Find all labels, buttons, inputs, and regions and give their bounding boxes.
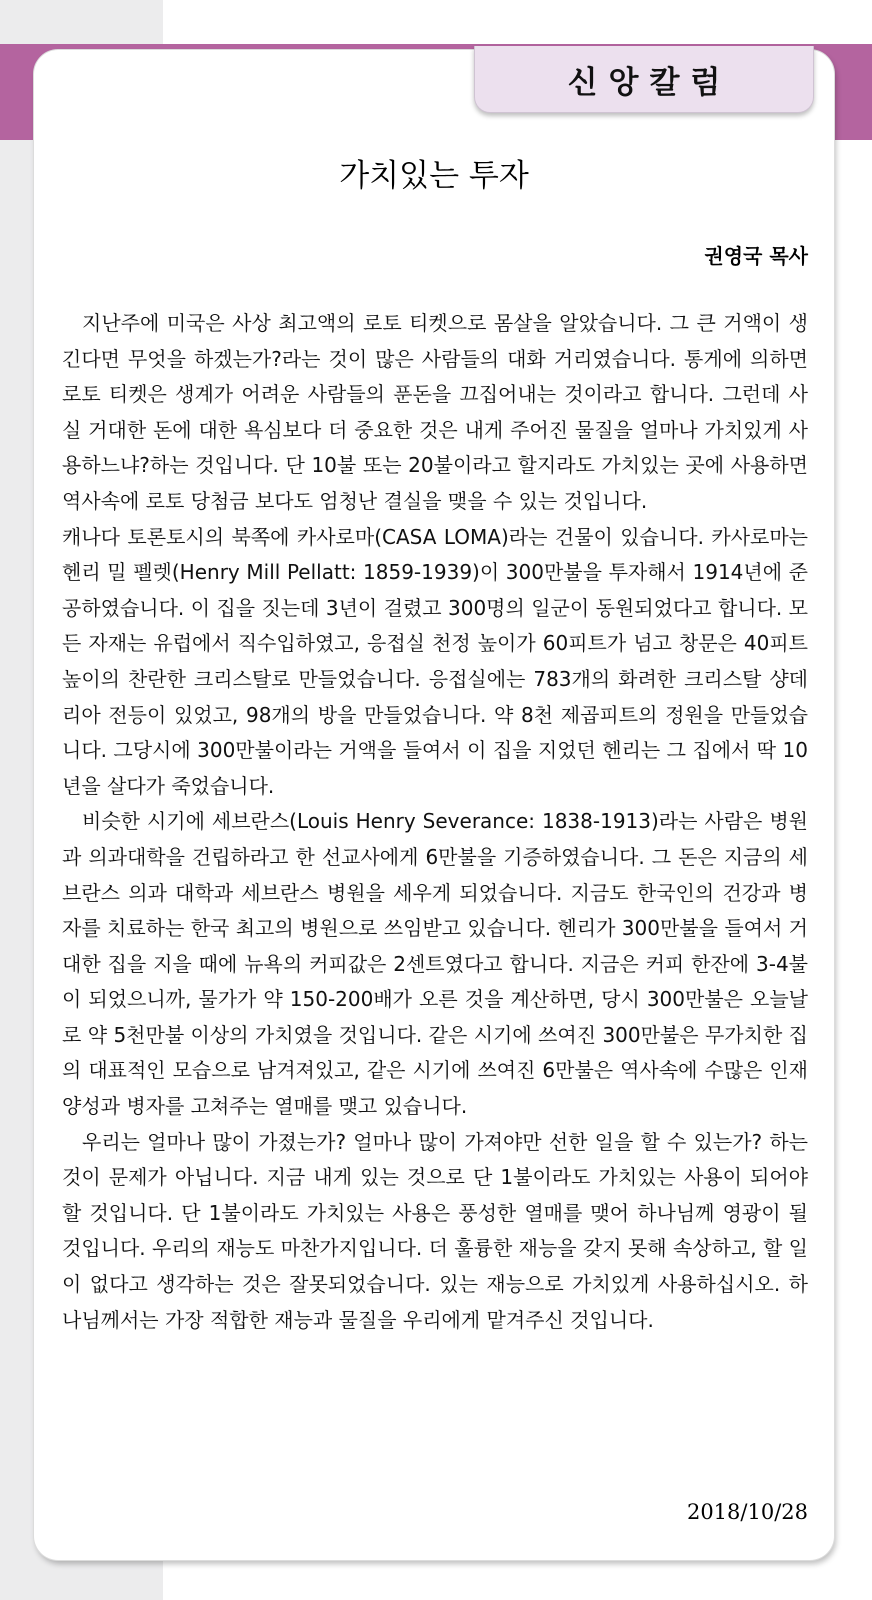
paragraph-3: 비슷한 시기에 세브란스(Louis Henry Severance: 1838-1913)라는 사람은 병원과 의과대학을 건립하라고 한 선교사에게 6만불을 기증하였습니다. 그 돈은 지금의 세브란스 의과 대학과 세브란스 병원을 세우게 되었습니다. 지금도 한국인의 건강과 병자를 치료하는 한국 최고의 병원으로 쓰임받고 있습니다. 헨리가 300만불을 들여서 거대한 집을 지을 때에 뉴욕의 커피값은 2센트였다고 합니다. 지금은 커피 한잔에 3-4불이 되었으니까, 물가가 약 150-200배가 오른 것을 계산하면, 당시 300만불은 오늘날로 약 5천만불 이상의 가치였을 것입니다. 같은 시기에 쓰여진 300만불은 무가치한 집의 대표적인 모습으로 남겨져있고, 같은 시기에 쓰여진 6만불은 역사속에 수많은 인재 양성과 병자를 고쳐주는 열매를 맺고 있습니다.	[62, 809, 808, 1119]
article-body	[62, 306, 808, 1338]
paragraph-1: 지난주에 미국은 사상 최고액의 로토 티켓으로 몸살을 알았습니다. 그 큰 거액이 생긴다면 무엇을 하겠는가?라는 것이 많은 사람들의 대화 거리였습니다. 통게에 의하면 로토 티켓은 생계가 어려운 사람들의 푼돈을 끄집어내는 것이라고 합니다. 그런데 사실 거대한 돈에 대한 욕심보다 더 중요한 것은 내게 주어진 물질을 얼마나 가치있게 사용하느냐?하는 것입니다. 단 10불 또는 20불이라고 할지라도 가치있는 곳에 사용하면 역사속에 로토 당첨금 보다도 엄청난 결실을 맺을 수 있는 것입니다.	[62, 311, 808, 513]
section-label: 신앙칼럼	[567, 64, 732, 101]
article-title: 가치있는 투자	[339, 158, 529, 194]
section-tab	[474, 46, 814, 113]
article-author: 권영국 목사	[704, 244, 808, 268]
paragraph-2: 캐나다 토론토시의 북쪽에 카사로마(CASA LOMA)라는 건물이 있습니다. 카사로마는 헨리 밀 펠렛(Henry Mill Pellatt: 1859-1939)이 300만불을 투자해서 1914년에 준공하였습니다. 이 집을 짓는데 3년이 걸렸고 300명의 일군이 동원되었다고 합니다. 모든 자재는 유럽에서 직수입하였고, 응접실 천정 높이가 60피트가 넘고 창문은 40피트 높이의 찬란한 크리스탈로 만들었습니다. 응접실에는 783개의 화려한 크리스탈 샹데리아 전등이 있었고, 98개의 방을 만들었습니다. 약 8천 제곱피트의 정원을 만들었습니다. 그당시에 300만불이라는 거액을 들여서 이 집을 지었던 헨리는 그 집에서 딱 10년을 살다가 죽었습니다.	[62, 524, 808, 798]
paragraph-4: 우리는 얼마나 많이 가졌는가? 얼마나 많이 가져야만 선한 일을 할 수 있는가? 하는 것이 문제가 아닙니다. 지금 내게 있는 것으로 단 1불이라도 가치있는 사용이 되어야 할 것입니다. 단 1불이라도 가치있는 사용은 풍성한 열매를 맺어 하나님께 영광이 될 것입니다. 우리의 재능도 마찬가지입니다. 더 훌륭한 재능을 갖지 못해 속상하고, 할 일이 없다고 생각하는 것은 잘못되었습니다. 있는 재능으로 가치있게 사용하십시오. 하나님께서는 가장 적합한 재능과 물질을 우리에게 맡겨주신 것입니다.	[62, 1129, 808, 1332]
article-date: 2018/10/28	[686, 1500, 808, 1524]
